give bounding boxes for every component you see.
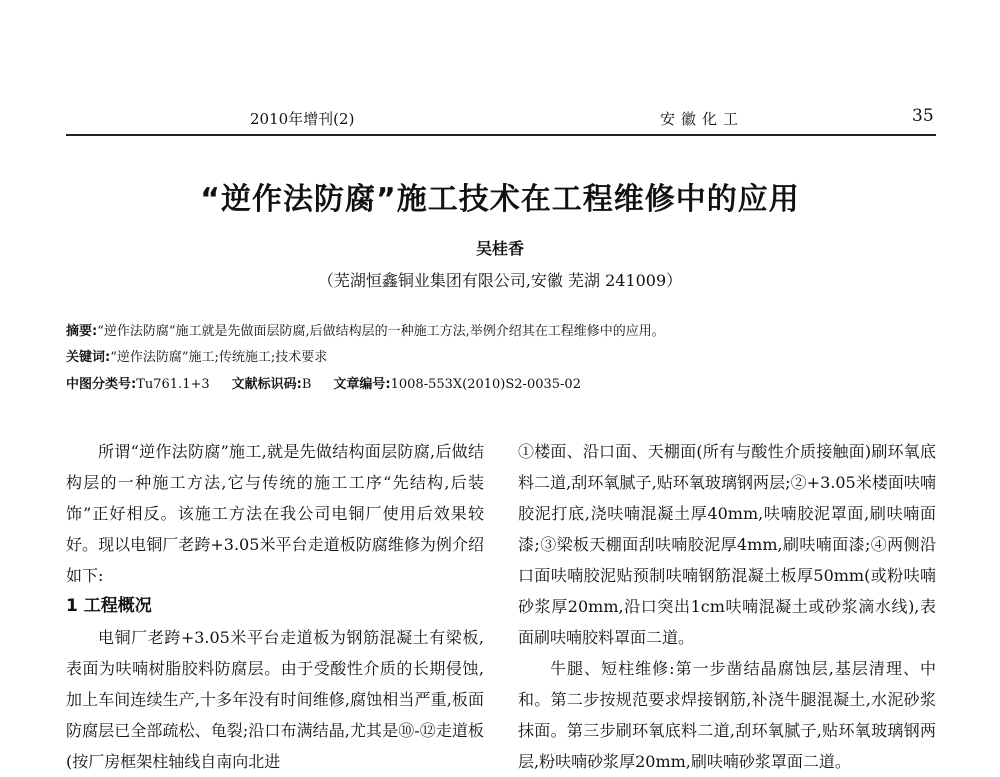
page-number: 35 <box>912 106 934 126</box>
classification-line <box>66 373 936 392</box>
doc-code-label: 文献标识码: <box>231 377 302 392</box>
author-affiliation: （芜湖恒鑫铜业集团有限公司,安徽 芜湖 241009） <box>317 271 683 290</box>
repair-steps-paragraph: ①楼面、沿口面、天棚面(所有与酸性介质接触面)刷环氧底料二道,刮环氧腻子,贴环氧玻璃钢两层;②+3.05米楼面呋喃胶泥打底,浇呋喃混凝土厚40mm,呋喃胶泥罩面,刷呋喃面漆;③梁板天棚面刮呋喃胶泥厚4mm,刷呋喃面漆;④两侧沿口面呋喃胶泥贴预制呋喃钢筋混凝土板厚50mm(或粉呋喃砂浆厚20mm,沿口突出1cm呋喃混凝土或砂浆滴水线),表面刷呋喃胶料罩面二道。 <box>518 442 936 647</box>
section-1-heading: 1 工程概况 <box>66 596 152 616</box>
article-number-label: 文章编号: <box>333 377 391 392</box>
clc-label: 中图分类号: <box>66 377 137 392</box>
left-column <box>66 436 484 777</box>
abstract-label: 摘要: <box>66 324 98 339</box>
section-1-paragraph: 电铜厂老跨+3.05米平台走道板为钢筋混凝土有梁板,表面为呋喃树脂胶料防腐层。由于受酸性介质的长期侵蚀,加上车间连续生产,十多年没有时间维修,腐蚀相当严重,板面防腐层已全部疏松、龟裂;沿口布满结晶,尤其是⑩-⑫走道板(按厂房框架柱轴线自南向北进 <box>66 628 484 771</box>
abstract <box>66 320 936 339</box>
article-number-value: 1008-553X(2010)S2-0035-02 <box>390 377 581 392</box>
author-name: 吴桂香 <box>475 239 524 258</box>
right-column <box>518 436 936 777</box>
doc-code-value: B <box>301 377 312 392</box>
article-title: “逆作法防腐”施工技术在工程维修中的应用 <box>200 182 800 217</box>
journal-issue: 2010年增刊(2) <box>250 110 355 128</box>
corbel-repair-paragraph: 牛腿、短柱维修:第一步凿结晶腐蚀层,基层清理、中和。第二步按规范要求焊接钢筋,补浇牛腿混凝土,水泥砂浆抹面。第三步刷环氧底料二道,刮环氧腻子,贴环氧玻璃钢两层,粉呋喃砂浆厚20mm,刷呋喃砂浆罩面二道。 <box>518 659 936 771</box>
intro-paragraph: 所谓“逆作法防腐”施工,就是先做结构面层防腐,后做结构层的一种施工方法,它与传统的施工工序“先结构,后装饰”正好相反。该施工方法在我公司电铜厂使用后效果较好。现以电铜厂老跨+3.05米平台走道板防腐维修为例介绍如下: <box>66 442 484 585</box>
running-header <box>66 102 936 132</box>
keywords <box>66 346 936 365</box>
header-rule <box>66 134 936 136</box>
keywords-label: 关键词: <box>66 350 111 365</box>
clc-value: Tu761.1+3 <box>136 377 210 392</box>
journal-name: 安徽化工 <box>660 110 745 128</box>
abstract-text: “逆作法防腐”施工就是先做面层防腐,后做结构层的一种施工方法,举例介绍其在工程维修中的应用。 <box>97 324 665 339</box>
keywords-text: “逆作法防腐”施工;传统施工;技术要求 <box>110 350 328 365</box>
